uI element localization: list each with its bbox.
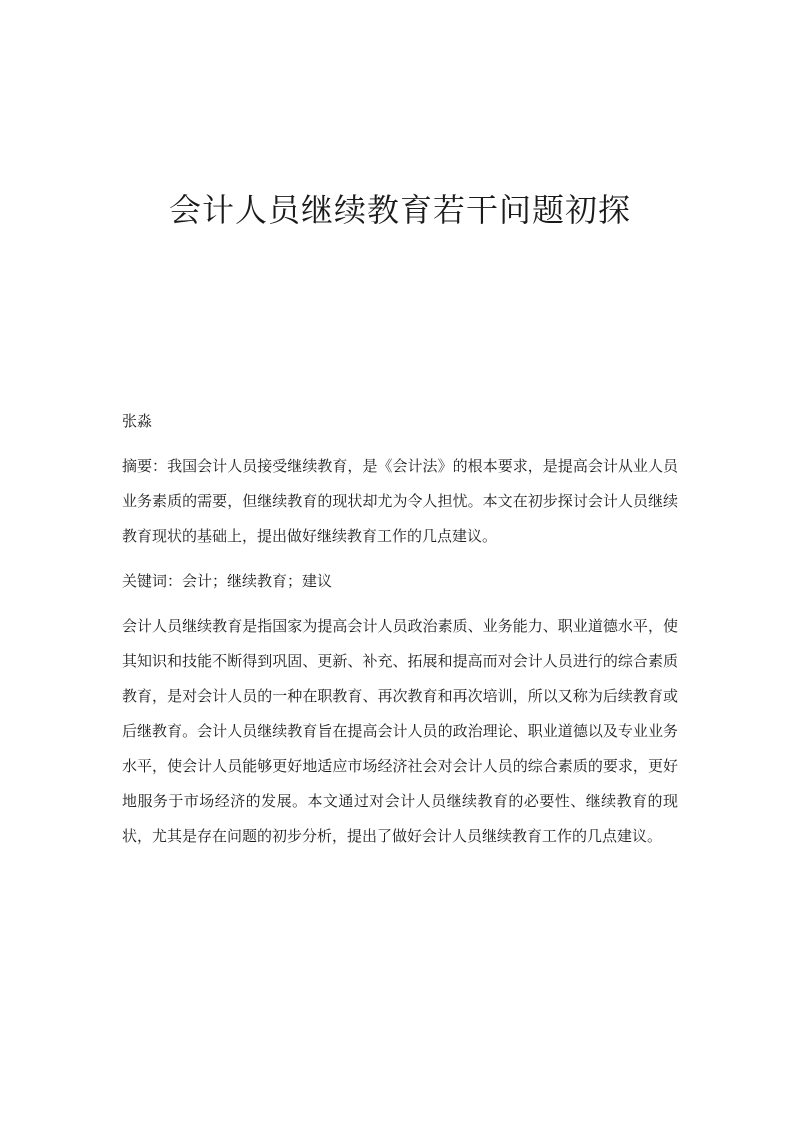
body-paragraph: 会计人员继续教育是指国家为提高会计人员政治素质、业务能力、职业道德水平，使其知识和技能不断得到巩固、更新、补充、拓展和提高而对会计人员进行的综合素质教育，是对会计人员的一种在职教育、再次教育和再次培训，所以又称为后续教育或后继教育。会计人员继续教育旨在提高会计人员的政治理论、职业道德以及专业业务水平，使会计人员能够更好地适应市场经济社会对会计人员的综合素质的要求，更好地服务于市场经济的发展。本文通过对会计人员继续教育的必要性、继续教育的现状，尤其是存在问题的初步分析，提出了做好会计人员继续教育工作的几点建议。 [122,617,678,845]
keywords-text: 会计；继续教育；建议 [182,572,333,590]
keywords-label: 关键词： [122,572,183,590]
keywords [122,564,678,599]
abstract [122,449,678,554]
abstract-label: 摘要： [122,457,168,475]
document-title: 会计人员继续教育若干问题初探 [168,191,631,229]
author-name: 张淼 [122,412,153,430]
document-content [122,404,678,854]
abstract-text: 我国会计人员接受继续教育，是《会计法》的根本要求，是提高会计从业人员业务素质的需要，但继续教育的现状却尤为令人担忧。本文在初步探讨会计人员继续教育现状的基础上，提出做好继续教育工作的几点建议。 [122,457,678,545]
